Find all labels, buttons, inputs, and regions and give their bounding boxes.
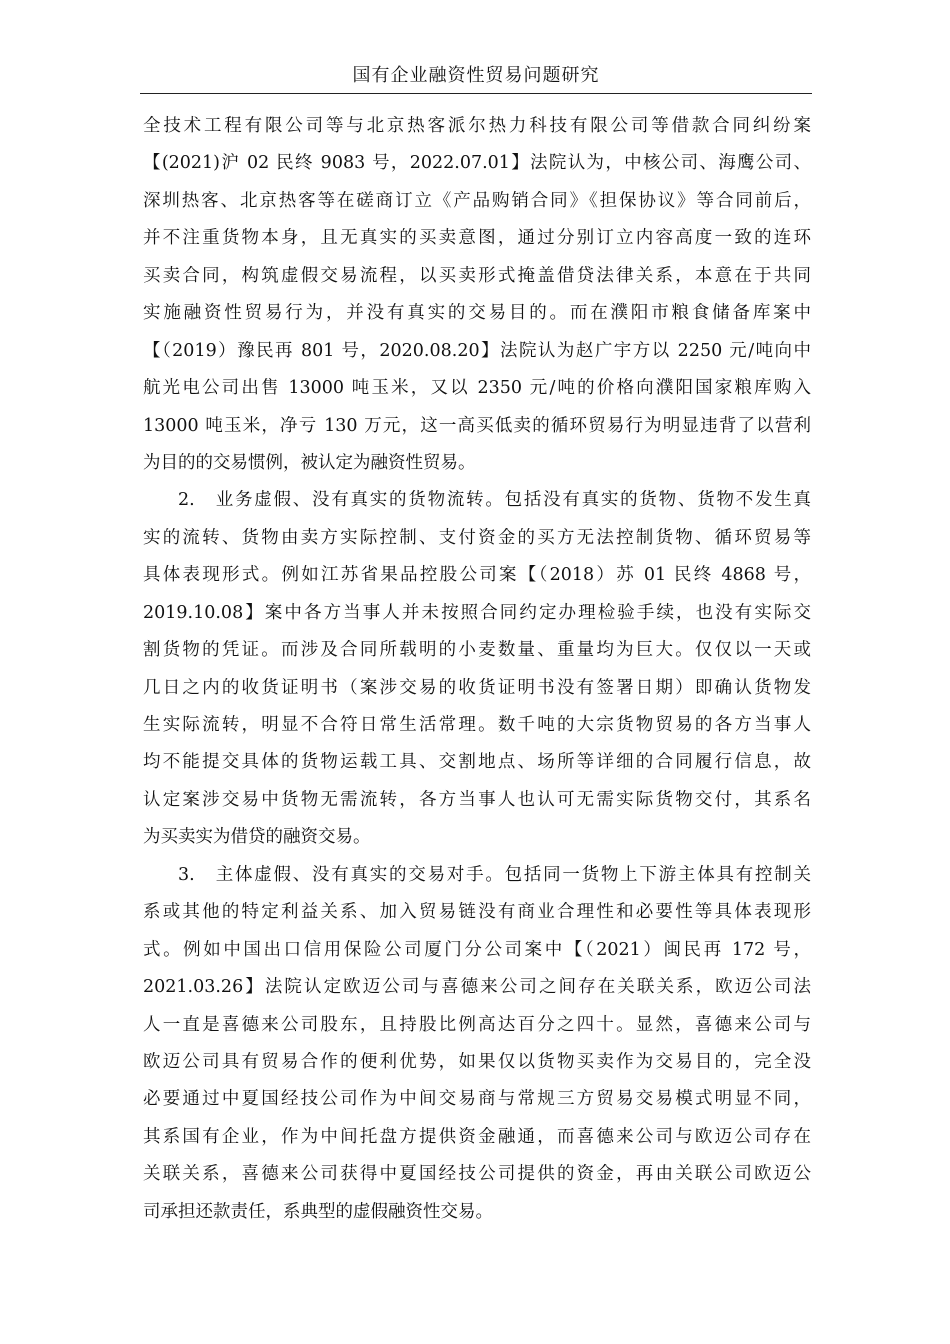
body-line: 具体表现形式。例如江苏省果品控股公司案【（2018）苏 01 民终 4868 号， <box>143 565 811 586</box>
body-line: 认定案涉交易中货物无需流转，各方当事人也认可无需实际货物交付，其系名 <box>143 789 811 810</box>
body-line: 割货物的凭证。而涉及合同所载明的小麦数量、重量均为巨大。仅仅以一天或 <box>143 640 811 661</box>
body-line: 实的流转、货物由卖方实际控制、支付资金的买方无法控制货物、循环贸易等 <box>143 527 811 548</box>
paragraph-end-line: 为目的的交易惯例，被认定为融资性贸易。 <box>143 452 476 473</box>
paragraph-end-line: 为买卖实为借贷的融资交易。 <box>143 827 371 848</box>
body-line: 欧迈公司具有贸易合作的便利优势，如果仅以货物买卖作为交易目的，完全没 <box>143 1051 811 1072</box>
body-line: 全技术工程有限公司等与北京热客派尔热力科技有限公司等借款合同纠纷案 <box>143 116 811 136</box>
body-line: 航光电公司出售 13000 吨玉米，又以 2350 元/吨的价格向濮阳国家粮库购入 <box>143 378 811 399</box>
body-line: 【（2019）豫民再 801 号，2020.08.20】法院认为赵广宇方以 2250 元/吨向中 <box>143 340 811 361</box>
body-line: 式。例如中国出口信用保险公司厦门分公司案中【（2021）闽民再 172 号， <box>143 939 811 960</box>
body-line: 【(2021)沪 02 民终 9083 号，2022.07.01】法院认为，中核公司、海鹰公司、 <box>143 153 811 174</box>
section-3-heading-line: 3. 主体虚假、没有真实的交易对手。包括同一货物上下游主体具有控制关 <box>178 864 811 885</box>
body-line: 系或其他的特定利益关系、加入贸易链没有商业合理性和必要性等具体表现形 <box>143 902 811 923</box>
body-line: 生实际流转，明显不合符日常生活常理。数千吨的大宗货物贸易的各方当事人 <box>143 715 811 735</box>
body-line: 实施融资性贸易行为，并没有真实的交易目的。而在濮阳市粮食储备库案中 <box>143 303 811 324</box>
body-line: 均不能提交具体的货物运载工具、交割地点、场所等详细的合同履行信息，故 <box>143 752 811 773</box>
page-body <box>143 108 811 1231</box>
body-line: 2021.03.26】法院认定欧迈公司与喜德来公司之间存在关联关系，欧迈公司法 <box>143 977 811 998</box>
body-line: 深圳热客、北京热客等在磋商订立《产品购销合同》《担保协议》等合同前后， <box>143 190 811 211</box>
body-line: 关联关系，喜德来公司获得中夏国经技公司提供的资金，再由关联公司欧迈公 <box>143 1164 811 1185</box>
header-rule <box>140 93 812 94</box>
body-line: 13000 吨玉米，净亏 130 万元，这一高买低卖的循环贸易行为明显违背了以营利 <box>143 415 811 436</box>
body-line: 买卖合同，构筑虚假交易流程，以买卖形式掩盖借贷法律关系，本意在于共同 <box>143 265 811 286</box>
paragraph-end-line: 司承担还款责任，系典型的虚假融资性交易。 <box>143 1201 493 1222</box>
body-line: 并不注重货物本身，且无真实的买卖意图，通过分别订立内容高度一致的连环 <box>143 228 811 249</box>
body-line: 2019.10.08】案中各方当事人并未按照合同约定办理检验手续，也没有实际交 <box>143 602 811 623</box>
section-2-heading-line: 2. 业务虚假、没有真实的货物流转。包括没有真实的货物、货物不发生真 <box>178 490 811 511</box>
body-line: 必要通过中夏国经技公司作为中间交易商与常规三方贸易交易模式明显不同， <box>143 1089 811 1110</box>
body-line: 人一直是喜德来公司股东，且持股比例高达百分之四十。显然，喜德来公司与 <box>143 1014 811 1035</box>
body-line: 其系国有企业，作为中间托盘方提供资金融通，而喜德来公司与欧迈公司存在 <box>143 1126 811 1147</box>
running-header: 国有企业融资性贸易问题研究 <box>352 65 600 86</box>
body-line: 几日之内的收货证明书（案涉交易的收货证明书没有签署日期）即确认货物发 <box>143 677 811 698</box>
